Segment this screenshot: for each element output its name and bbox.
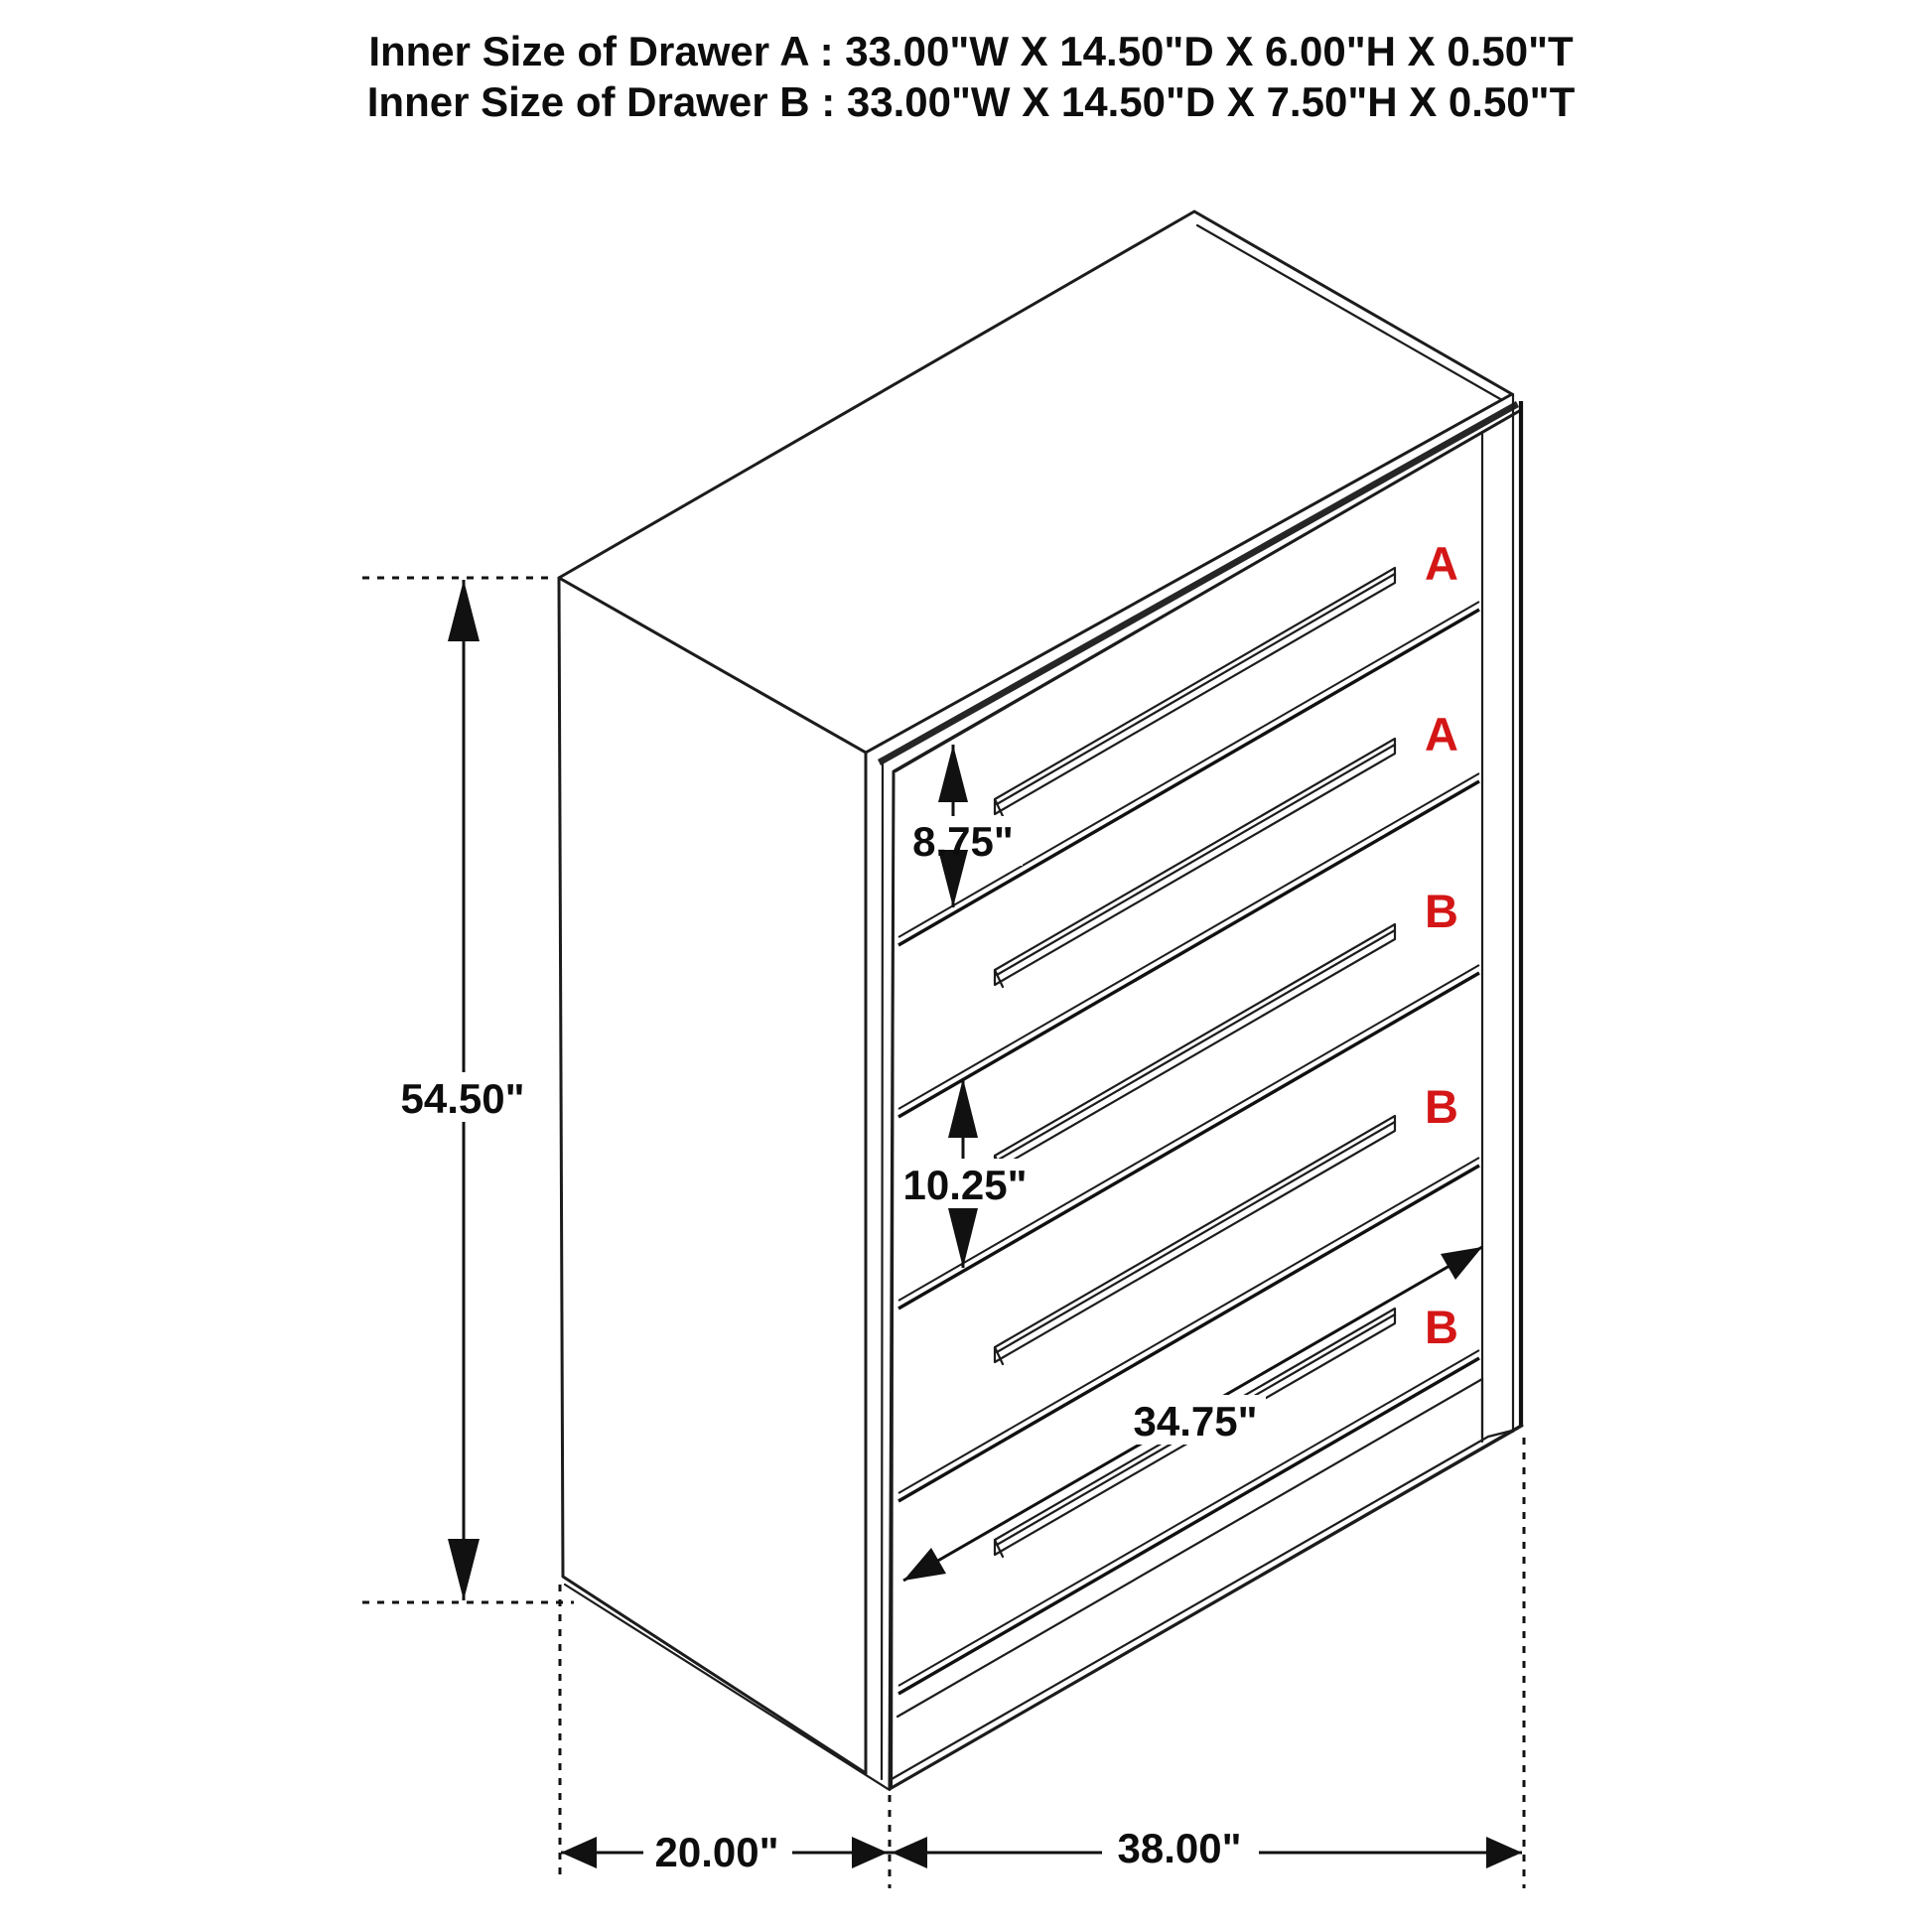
- drawer-a-height-label: 8.75": [912, 818, 1014, 865]
- title-drawer-b-size: Inner Size of Drawer B : 33.00"W X 14.50"D X 7.50"H X 0.50"T: [366, 78, 1576, 125]
- overall-height-label: 54.50": [400, 1075, 525, 1122]
- dimension-overall-height: [362, 578, 574, 1602]
- drawer-label-b4: B: [1425, 1080, 1458, 1133]
- cabinet-side-panel: [559, 578, 890, 1790]
- depth-label: 20.00": [654, 1829, 779, 1875]
- drawer-label-a1: A: [1425, 537, 1458, 590]
- drawer-b-height-label: 10.25": [902, 1162, 1028, 1208]
- title-block: [367, 28, 1576, 125]
- drawer-label-b5: B: [1425, 1301, 1458, 1353]
- title-drawer-a-size: Inner Size of Drawer A : 33.00"W X 14.50"D X 6.00"H X 0.50"T: [368, 28, 1574, 74]
- drawer-label-a2: A: [1425, 708, 1458, 760]
- drawer-label-b3: B: [1425, 885, 1458, 937]
- width-label: 38.00": [1117, 1825, 1242, 1871]
- drawer-width-label: 34.75": [1133, 1398, 1258, 1445]
